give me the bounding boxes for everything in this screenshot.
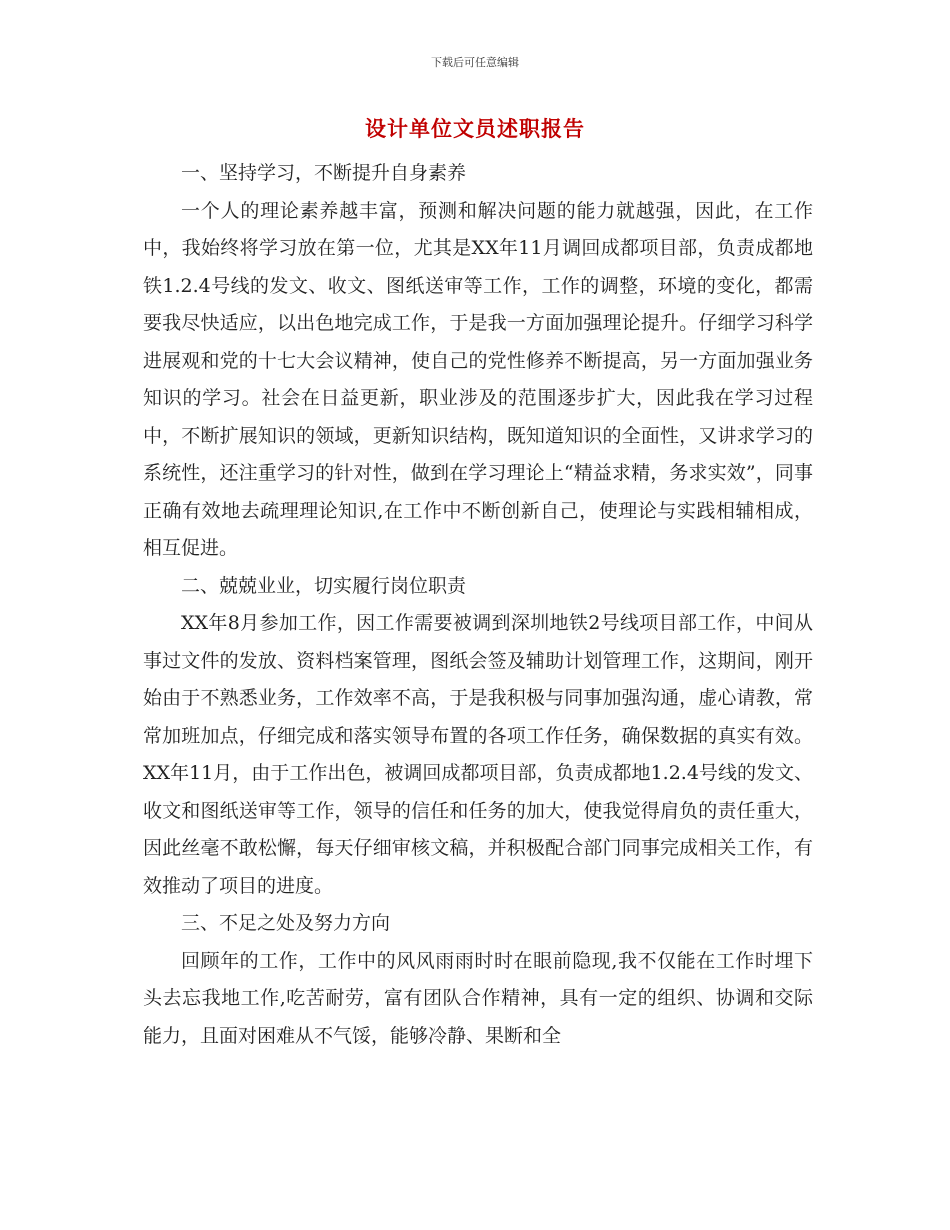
section-heading-3: 三、不足之处及努力方向 xyxy=(181,912,391,934)
paragraph-1: 一个人的理论素养越丰富，预测和解决问题的能力就越强，因此，在工作中，我始终将学习放在第一位，尤其是XX年11月调回成都项目部，负责成都地铁1.2.4号线的发文、收文、图纸送审等工作，工作的调整，环境的变化，都需要我尽快适应，以出色地完成工作，于是我一方面加强理论提升。仔细学习科学进展观和党的十七大会议精神，使自己的党性修养不断提高，另一方面加强业务知识的学习。社会在日益更新，职业涉及的范围逐步扩大，因此我在学习过程中，不断扩展知识的领域，更新知识结构，既知道知识的全面性，又讲求学习的系统性，还注重学习的针对性，做到在学习理论上“精益求精，务求实效”，同事正确有效地去疏理理论知识,在工作中不断创新自己，使理论与实践相辅相成，相互促进。 xyxy=(143,199,813,559)
document-title: 设计单位文员述职报告 xyxy=(365,116,585,141)
document-body xyxy=(143,155,813,1055)
section-heading-2: 二、兢兢业业，切实履行岗位职责 xyxy=(181,574,467,597)
paragraph-2: XX年8月参加工作，因工作需要被调到深圳地铁2号线项目部工作，中间从事过文件的发放、资料档案管理，图纸会签及辅助计划管理工作，这期间，刚开始由于不熟悉业务，工作效率不高，于是我积极与同事加强沟通，虚心请教，常常加班加点，仔细完成和落实领导布置的各项工作任务，确保数据的真实有效。XX年11月，由于工作出色，被调回成都项目部，负责成都地1.2.4号线的发文、收文和图纸送审等工作，领导的信任和任务的加大，使我觉得肩负的责任重大，因此丝毫不敢松懈，每天仔细审核文稿，并积极配合部门同事完成相关工作，有效推动了项目的进度。 xyxy=(143,612,813,897)
section-heading-1: 一、坚持学习，不断提升自身素养 xyxy=(181,162,467,184)
paragraph-3: 回顾年的工作，工作中的风风雨雨时时在眼前隐现,我不仅能在工作时埋下头去忘我地工作,吃苦耐劳，富有团队合作精神，具有一定的组织、协调和交际能力，且面对困难从不气馁，能够冷静、果断和全 xyxy=(143,949,813,1047)
header-note: 下载后可任意编辑 xyxy=(431,56,519,69)
